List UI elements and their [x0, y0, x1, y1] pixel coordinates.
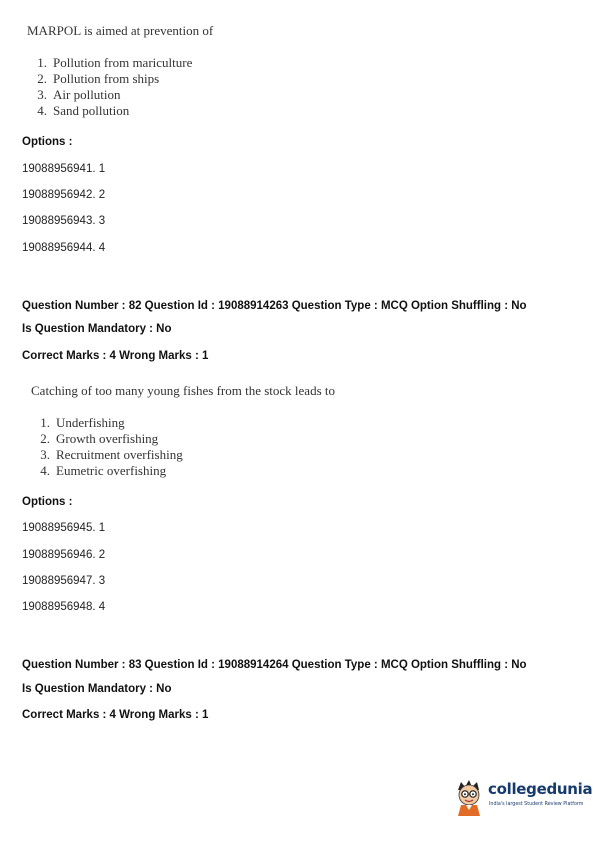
question-marks: Correct Marks : 4 Wrong Marks : 1: [22, 350, 209, 362]
logo-wordmark: collegedunia: [488, 780, 593, 798]
options-label: Options :: [22, 136, 73, 148]
choice-item: 3. Air pollution: [37, 87, 121, 102]
question-mandatory: Is Question Mandatory : No: [22, 323, 172, 335]
logo-tagline: India's largest Student Review Platform: [489, 802, 584, 807]
choice-item: 1. Pollution from mariculture: [37, 55, 193, 70]
question-text: MARPOL is aimed at prevention of: [27, 23, 214, 38]
question-choices: [29, 55, 192, 119]
option-id: 19088956944. 4: [22, 242, 106, 254]
question-mandatory: Is Question Mandatory : No: [22, 683, 172, 695]
choice-item: 2. Growth overfishing: [40, 431, 159, 446]
question-header: Question Number : 83 Question Id : 19088914264 Question Type : MCQ Option Shuffling : No: [22, 659, 527, 671]
choice-item: 1. Underfishing: [40, 415, 125, 430]
question-header: Question Number : 82 Question Id : 19088914263 Question Type : MCQ Option Shuffling : No: [22, 300, 527, 312]
option-id: 19088956943. 3: [22, 215, 106, 227]
choice-item: 2. Pollution from ships: [37, 71, 160, 86]
option-id: 19088956941. 1: [22, 163, 106, 175]
option-id: 19088956945. 1: [22, 522, 106, 534]
mascot-icon: [452, 778, 486, 818]
choice-item: 3. Recruitment overfishing: [40, 447, 183, 462]
option-id: 19088956946. 2: [22, 549, 106, 561]
question-marks: Correct Marks : 4 Wrong Marks : 1: [22, 709, 209, 721]
choice-item: 4. Eumetric overfishing: [40, 463, 167, 478]
option-id: 19088956942. 2: [22, 189, 106, 201]
collegedunia-logo: [452, 778, 593, 822]
choice-item: 4. Sand pollution: [37, 103, 130, 118]
question-choices: [32, 415, 183, 479]
question-text: Catching of too many young fishes from the stock leads to: [31, 383, 336, 398]
option-id: 19088956947. 3: [22, 575, 106, 587]
option-id: 19088956948. 4: [22, 601, 106, 613]
options-label: Options :: [22, 496, 73, 508]
